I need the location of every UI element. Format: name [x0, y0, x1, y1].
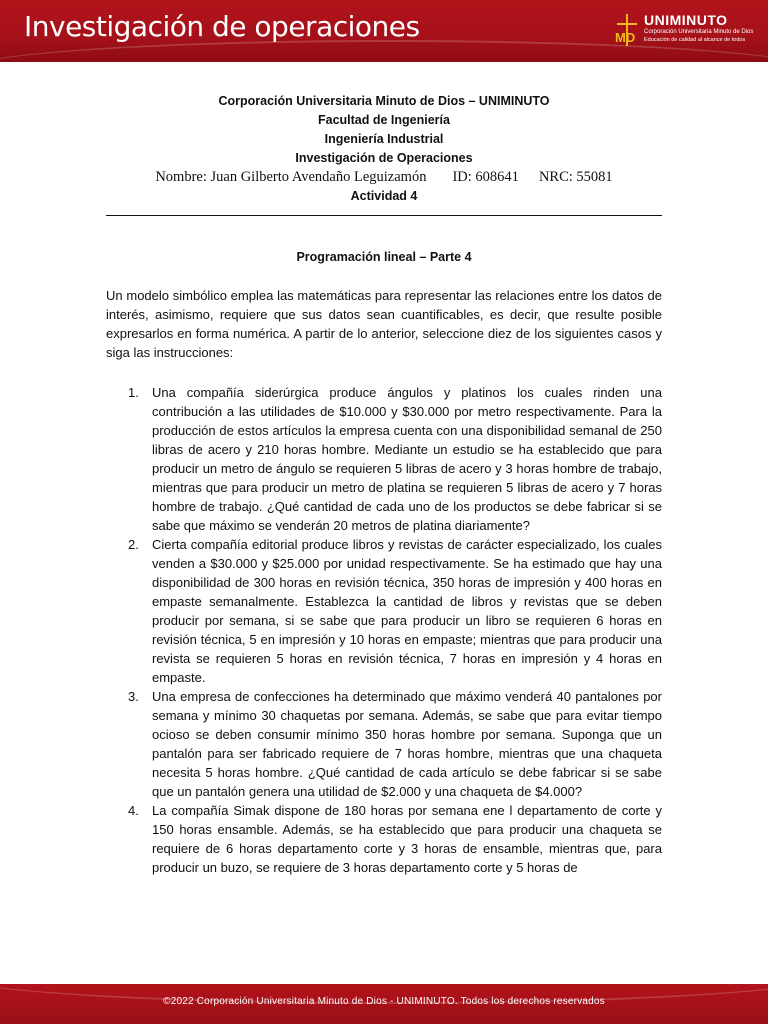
institution-name: Corporación Universitaria Minuto de Dios – UNIMINUTO — [218, 94, 550, 108]
case-list — [128, 383, 662, 877]
program-name: Ingeniería Industrial — [324, 132, 444, 146]
list-item — [128, 383, 662, 535]
activity-label: Actividad 4 — [350, 189, 418, 203]
header-title: Investigación de operaciones — [24, 10, 420, 43]
list-item — [128, 535, 662, 687]
logo-tagline: Educación de calidad al alcance de todos — [644, 37, 746, 43]
logo-letters: MD — [615, 30, 636, 45]
list-item-number: 1. — [128, 385, 139, 400]
student-name: Nombre: Juan Gilberto Avendaño Leguizamón — [155, 169, 427, 185]
faculty-name: Facultad de Ingeniería — [318, 113, 450, 127]
header-divider — [106, 215, 662, 216]
page-header — [0, 0, 768, 62]
student-info — [106, 168, 662, 187]
list-item-number: 2. — [128, 537, 139, 552]
list-item-text: Una compañía siderúrgica produce ángulos y platinos los cuales rinden una contribución a las utilidades de $10.000 y $30.000 por metro respectivamente. Para la producción de estos artículos la empresa cuenta con una disponibilidad semanal de 250 libras de acero y 210 horas hombre. Mediante un estudio se ha establecido que para producir un metro de ángulo se requieren 5 libras de acero y 3 horas hombre de trabajo, mientras que para producir un metro de platina se requieren 5 libras de acero y 7 horas hombre de trabajo. ¿Qué cantidad de cada uno de los productos se debe fabricar si se sabe que máximo se venderán 20 metros de platina diariamente? — [152, 385, 662, 533]
list-item — [128, 687, 662, 801]
list-item-text: Una empresa de confecciones ha determinado que máximo venderá 40 pantalones por semana y mínimo 30 chaquetas por semana. Además, se sabe que para evitar tiempo ocioso se deben consumir mínimo 350 horas hombre por semana. Suponga que un pantalón para ser fabricado requiere de 7 horas hombre, mientras que una chaqueta necesita 5 horas hombre. ¿Qué cantidad de cada artículo se debe fabricar si se sabe que un pantalón genera una utilidad de $2.000 y una chaqueta de $4.000? — [152, 689, 662, 799]
logo-icon — [614, 12, 640, 48]
logo-subtitle: Corporación Universitaria Minuto de Dios — [644, 29, 754, 35]
page-footer — [0, 984, 768, 1024]
footer-copyright: ©2022 Corporación Universitaria Minuto de Dios - UNIMINUTO. Todos los derechos reservados — [163, 996, 605, 1007]
course-name: Investigación de Operaciones — [295, 151, 473, 165]
student-id: ID: 608641 — [452, 169, 519, 185]
uniminuto-logo — [612, 8, 762, 52]
list-item-text: Cierta compañía editorial produce libros y revistas de carácter especializado, los cuales venden a $30.000 y $25.000 por unidad respectivamente. Se ha estimado que hay una disponibilidad de 300 horas en revisión técnica, 350 horas de impresión y 400 horas en empaste semanalmente. Establezca la cantidad de libros y revistas que se deben producir por semana, si se sabe que para producir un libro se requieren 6 horas en revisión técnica, 5 en impresión y 10 horas en empaste; mientras que para producir una revista se requieren 5 horas en revisión técnica, 7 horas en impresión y 4 horas en empaste. — [152, 537, 662, 685]
list-item-text: La compañía Simak dispone de 180 horas por semana ene l departamento de corte y 150 horas ensamble. Además, se ha establecido que para producir una chaqueta se requiere de 6 horas departamento corte y 3 horas de ensamble, mientras que, para producir un buzo, se requiere de 3 horas departamento corte y 5 horas de — [152, 803, 662, 875]
section-title: Programación lineal – Parte 4 — [296, 250, 472, 264]
logo-name: UNIMINUTO — [644, 12, 728, 28]
list-item — [128, 801, 662, 877]
intro-paragraph: Un modelo simbólico emplea las matemáticas para representar las relaciones entre los datos de interés, asimismo, requiere que sus datos sean cuantificables, es decir, que resulte posible expresarlos en forma numérica. A partir de lo anterior, seleccione diez de los siguientes casos y siga las instrucciones: — [106, 288, 662, 360]
document-body — [106, 92, 662, 877]
course-nrc: NRC: 55081 — [538, 169, 613, 185]
list-item-number: 3. — [128, 689, 139, 704]
list-item-number: 4. — [128, 803, 139, 818]
